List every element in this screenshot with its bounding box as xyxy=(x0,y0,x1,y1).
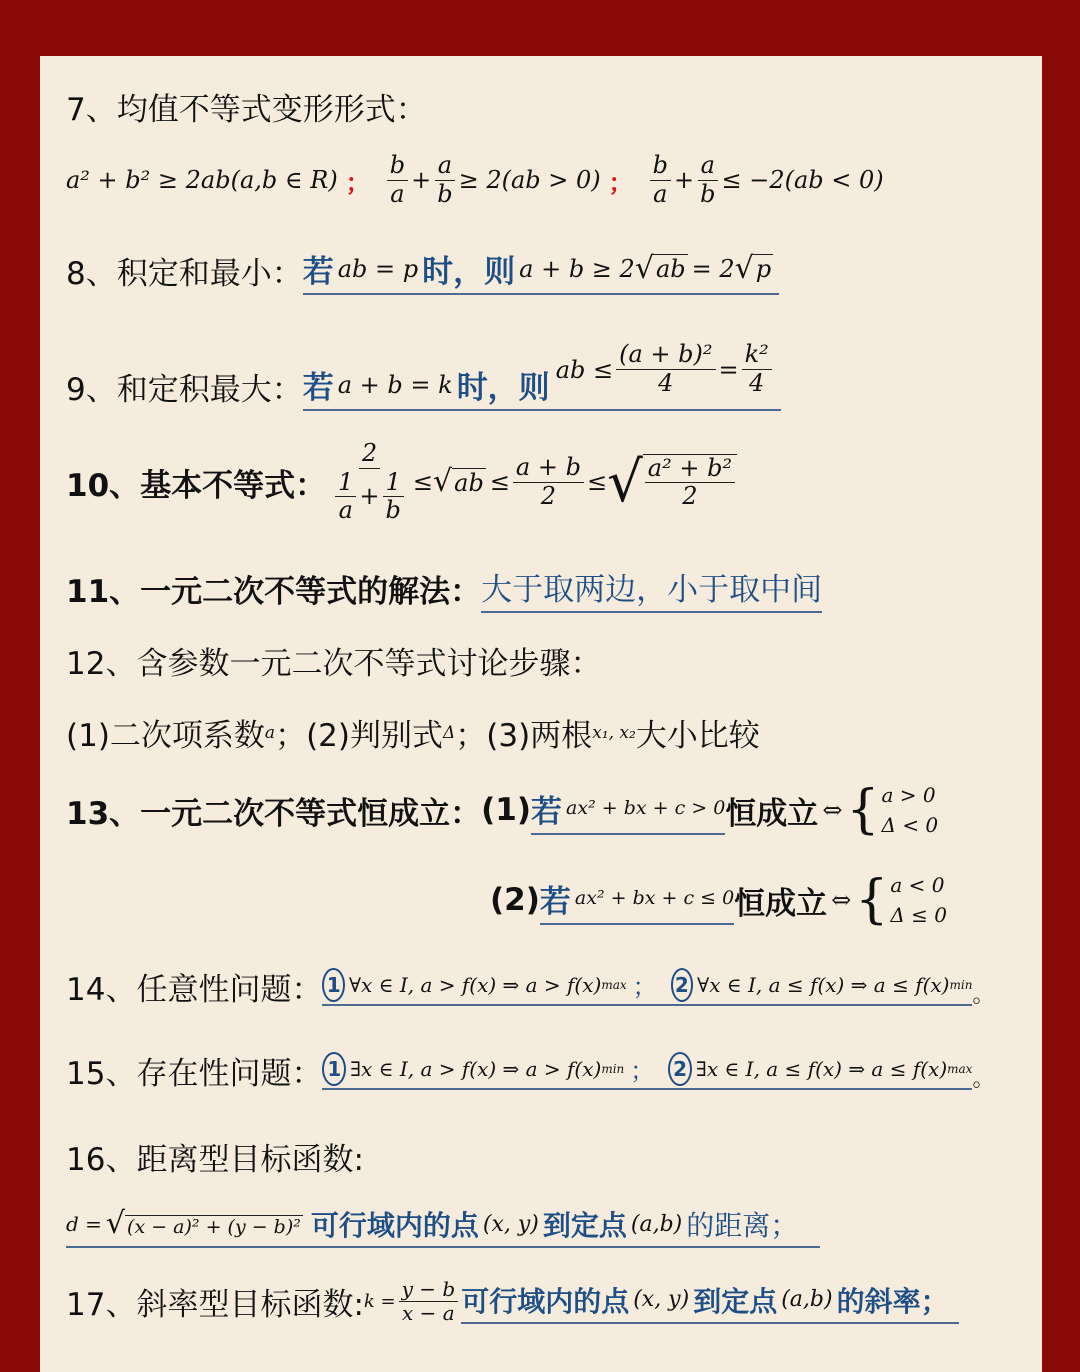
word-always-holds: 恒成立 xyxy=(725,795,819,832)
formula-15-2: ∃x ∈ I, a ≤ f(x) ⇒ a ≤ f(x) xyxy=(696,1056,948,1081)
var-delta: Δ xyxy=(442,722,456,743)
section-15 xyxy=(66,1048,994,1093)
formula-7-3: ≤ −2(ab < 0) xyxy=(721,166,884,195)
section-16-title: 16、距离型目标函数: xyxy=(66,1142,364,1178)
formula-14-1: ∀x ∈ I, a > f(x) ⇒ a > f(x) xyxy=(348,972,602,997)
formula-7-2: ≥ 2(ab > 0) xyxy=(458,166,601,195)
word-ruo: 若 xyxy=(302,370,334,406)
step-2: (2)判别式 xyxy=(306,718,443,754)
circled-one-icon: 1 xyxy=(322,1052,346,1086)
section-14-title: 14、任意性问题： xyxy=(66,972,323,1008)
word-shi-ze: 时，则 xyxy=(456,370,550,406)
k-equals: k = xyxy=(363,1291,396,1312)
var-roots: x₁, x₂ xyxy=(592,722,636,743)
section-8 xyxy=(66,246,779,295)
separator: ； xyxy=(608,168,633,197)
section-16-body xyxy=(66,1204,820,1248)
word-shi-ze: 时，则 xyxy=(422,254,516,290)
fraction-b-over-a: $\frac{b}{a}$ xyxy=(650,152,671,208)
harmonic-mean: 2 $\frac{1}{a}$ + $\frac{1}{b}$ xyxy=(329,440,410,525)
section-9 xyxy=(66,332,781,411)
part-number: (1) xyxy=(481,792,532,828)
iff-symbol: ⇔ xyxy=(822,796,843,824)
iff-symbol: ⇔ xyxy=(831,886,852,914)
subscript: min xyxy=(601,1061,625,1076)
separator: ； xyxy=(345,168,370,197)
section-7-formulas: a² + b² ≥ 2ab(a,b ∈ R) ； $\frac{b}{a}$ + $\frac{a}{b}$ ≥ 2(ab > 0) ； $\frac{b}{a}$ + $\frac{a}{b}$ ≤ −2(ab < 0) xyxy=(66,151,884,208)
word-ruo: 若 xyxy=(302,254,334,290)
result-part: = 2 xyxy=(691,254,735,283)
text-slope: 的斜率； xyxy=(836,1284,949,1318)
d-equals: d = xyxy=(66,1212,102,1236)
word-ruo: 若 xyxy=(531,793,563,830)
period: 。 xyxy=(972,983,995,1008)
section-17-title: 17、斜率型目标函数: xyxy=(66,1287,364,1323)
formula-14-2: ∀x ∈ I, a ≤ f(x) ⇒ a ≤ f(x) xyxy=(697,972,950,997)
step-3-tail: 大小比较 xyxy=(635,718,760,754)
formula-7-1: a² + b² ≥ 2ab(a,b ∈ R) xyxy=(66,166,338,195)
point-xy: (x, y) xyxy=(633,1287,690,1312)
section-11-body: 大于取两边，小于取中间 xyxy=(481,564,822,613)
word-ruo: 若 xyxy=(539,883,571,920)
section-12-title: 12、含参数一元二次不等式讨论步骤： xyxy=(66,646,602,682)
slope-fraction: $\frac{y - b}{x - a}$ xyxy=(399,1278,459,1325)
section-12-steps xyxy=(66,710,760,755)
formula-15-1: ∃x ∈ I, a > f(x) ⇒ a > f(x) xyxy=(350,1056,602,1081)
section-15-title: 15、存在性问题： xyxy=(66,1056,323,1092)
separator: ； xyxy=(632,973,657,1001)
section-8-title: 8、积定和最小： xyxy=(66,256,303,292)
section-13-title: 13、一元二次不等式恒成立： xyxy=(66,795,482,832)
word-always-holds: 恒成立 xyxy=(734,885,828,922)
condition: a + b = k xyxy=(337,370,453,399)
step-1: (1)二次项系数 xyxy=(66,718,265,754)
section-13-part-1 xyxy=(66,780,938,840)
fraction-sum-squared: $\frac{\text{(a + b)²}}{4}$ xyxy=(616,341,715,397)
arithmetic-mean: $\frac{a + b}{2}$ xyxy=(513,454,584,510)
inequality: ax² + bx + c > 0 xyxy=(566,797,726,819)
part-number: (2) xyxy=(490,882,540,918)
section-9-title: 9、和定积最大： xyxy=(66,372,303,408)
subscript: max xyxy=(601,977,627,992)
section-10-title: 10、基本不等式： xyxy=(66,467,327,504)
quadratic-mean: √ $\frac{\text{a² + b²}}{2}$ xyxy=(607,454,737,511)
step-3: (3)两根 xyxy=(486,718,593,754)
section-9-body: 若 a + b = k 时，则 ab ≤ $\frac{\text{(a + b)²}}{4}$ = $\frac{\text{k²}}{4}$ xyxy=(303,332,781,411)
sqrt-ab: √ ab xyxy=(433,464,484,500)
condition: ab = p xyxy=(337,254,419,283)
fraction-k-squared: $\frac{\text{k²}}{4}$ xyxy=(742,341,772,397)
separator: ； xyxy=(455,718,487,754)
condition-underlined xyxy=(531,786,725,835)
section-15-body xyxy=(322,1051,972,1090)
point-ab: (a,b) xyxy=(781,1287,833,1312)
case-brace: { a > 0 Δ < 0 xyxy=(846,780,939,840)
text-fixed-point: 到定点 xyxy=(693,1284,778,1318)
section-11-title: 11、一元二次不等式的解法： xyxy=(66,574,482,610)
text-fixed-point: 到定点 xyxy=(542,1209,627,1242)
section-17-body xyxy=(461,1280,958,1324)
sqrt-p: √ p xyxy=(734,250,772,286)
circled-two-icon: 2 xyxy=(671,968,694,1002)
fraction-a-over-b: $\frac{a}{b}$ xyxy=(697,152,718,208)
separator: ； xyxy=(630,1057,655,1085)
case-brace: { a < 0 Δ ≤ 0 xyxy=(855,870,948,930)
inequality: ax² + bx + c ≤ 0 xyxy=(574,887,735,909)
section-13-part-2 xyxy=(490,870,947,930)
var-a: a xyxy=(264,722,276,743)
section-14 xyxy=(66,964,994,1009)
text-feasible-point: 可行域内的点 xyxy=(310,1209,479,1242)
subscript: min xyxy=(949,977,973,992)
result-part: a + b ≥ 2 xyxy=(519,254,635,283)
text-distance: 的距离； xyxy=(686,1209,799,1242)
section-7-title: 7、均值不等式变形形式： xyxy=(66,92,427,128)
condition-underlined xyxy=(540,876,734,925)
point-xy: (x, y) xyxy=(482,1211,539,1237)
circled-two-icon: 2 xyxy=(668,1052,692,1086)
fraction-a-over-b: $\frac{a}{b}$ xyxy=(434,152,455,208)
text-feasible-point: 可行域内的点 xyxy=(461,1284,630,1318)
section-8-body xyxy=(303,246,779,295)
period: 。 xyxy=(972,1067,995,1092)
section-11 xyxy=(66,564,822,613)
section-17 xyxy=(66,1278,959,1325)
point-ab: (a,b) xyxy=(630,1211,683,1237)
result-lead: ab ≤ xyxy=(555,355,614,384)
separator: ； xyxy=(275,718,307,754)
subscript: max xyxy=(947,1061,973,1076)
section-10: 10、基本不等式： 2 $\frac{1}{a}$ + $\frac{1}{b}$ ≤ √ ab ≤ $\frac{a + b}{2}$ ≤ √ $\frac{\text{a² + b²}}{2}$ xyxy=(66,440,737,525)
formula-sheet xyxy=(40,56,1042,1372)
section-14-body xyxy=(322,967,972,1006)
distance-sqrt: √ (x − a)² + (y − b)² xyxy=(105,1206,301,1241)
circled-one-icon: 1 xyxy=(322,968,345,1002)
sqrt-ab: √ ab xyxy=(634,250,686,286)
fraction-b-over-a: $\frac{b}{a}$ xyxy=(387,152,408,208)
